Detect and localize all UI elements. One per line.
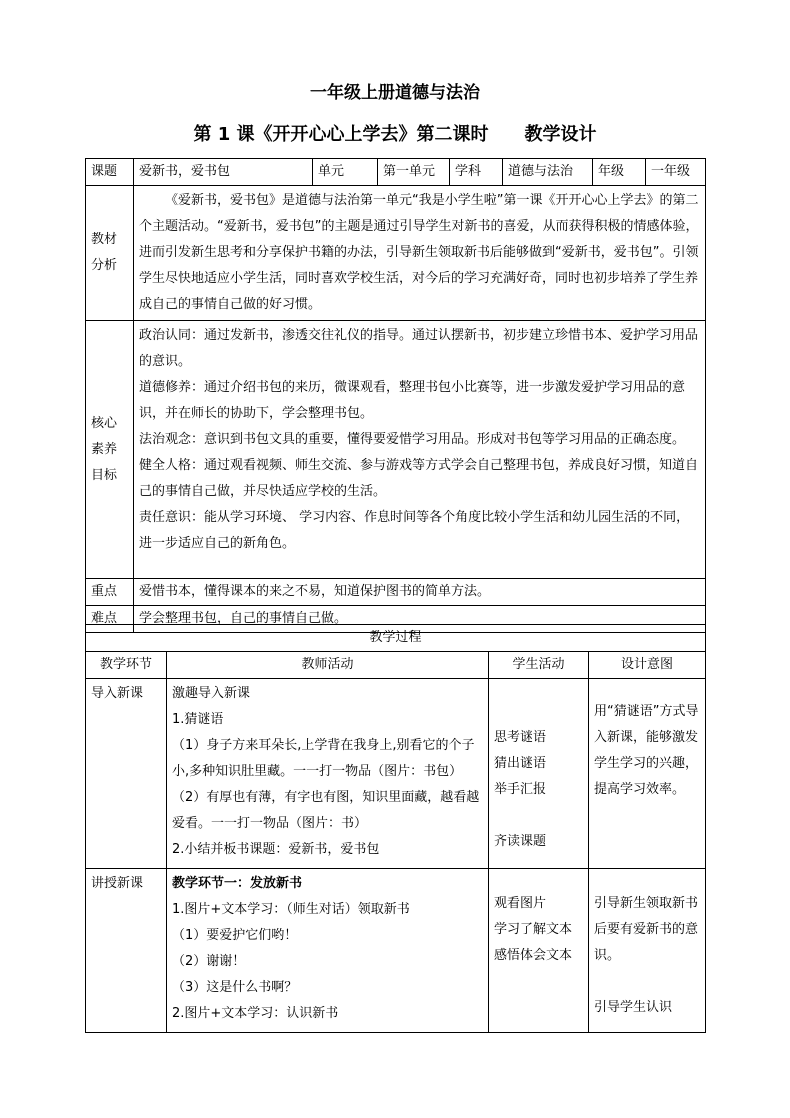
teacher-line: （1）身子方来耳朵长,上学背在我身上,别看它的个子小,多种知识肚里藏。一一打一物品（图片：书包）: [172, 738, 475, 779]
student-line: 猜出谜语: [494, 756, 547, 771]
stage-cell: [86, 679, 167, 869]
teacher-line: 2.小结并板书课题：爱新书，爱书包: [172, 842, 380, 857]
student-line: [494, 803, 583, 829]
teacher-line: 激趣导入新课: [172, 686, 251, 701]
analysis-paragraph: 《爱新书，爱书包》是道德与法治第一单元“我是小学生啦”第一课《开开心心上学去》的第二个主题活动。“爱新书，爱书包”的主题是通过引导学生对新书的喜爱，从而获得积极的情感体验，进而引发新生思考和分享保护书籍的办法，引导新生领取新书后能够做到“爱新书，爱书包”。引领学生尽快地适应小学生活，同时喜欢学校生活，对今后的学习充满好奇，同时也初步培养了学生养成自己的事情自己做的好习惯。: [139, 193, 699, 312]
subject-label: 学科: [450, 159, 503, 186]
unit-value: 第一单元: [378, 159, 450, 186]
literacy-text: [134, 321, 706, 579]
student-line: 学习了解文本: [494, 922, 573, 937]
student-line: 观看图片: [494, 896, 547, 911]
document-subtitle: 第 1 课《开开心心上学去》第二课时 教学设计: [193, 124, 597, 145]
teacher-line: （1）要爱护它们哟！: [172, 928, 298, 943]
document-title: 一年级上册道德与法治: [310, 83, 480, 103]
student-line: 感悟体会文本: [494, 948, 573, 963]
lesson-info-table: [85, 158, 706, 633]
intent-text: 引导新生领取新书后要有爱新书的意识。: [594, 896, 699, 963]
column-header: 学生活动: [489, 652, 589, 679]
intent-text: 用“猜谜语”方式导入新课，能够激发学生学习的兴趣，提高学习效率。: [594, 704, 699, 797]
literacy-item: 法治观念：意识到书包文具的重要，懂得要爱惜学习用品。形成对书包等学习用品的正确态度。: [139, 432, 686, 447]
analysis-text: [134, 186, 706, 321]
literacy-item: 健全人格：通过观看视频、师生交流、参与游戏等方式学会自己整理书包，养成良好习惯，知道自己的事情自己做，并尽快适应学校的生活。: [139, 458, 699, 499]
difficulty-label: 难点: [86, 606, 134, 633]
teacher-line: （3）这是什么书啊？: [172, 980, 298, 995]
literacy-item: 道德修养：通过介绍书包的来历，微课观看，整理书包小比赛等，进一步激发爱护学习用品的意识，并在师长的协助下，学会整理书包。: [139, 380, 686, 421]
teacher-activity-cell: [167, 679, 489, 869]
analysis-label: 教材分析: [86, 186, 134, 321]
difficulty-text: 学会整理书包，自己的事情自己做。: [134, 606, 706, 633]
student-activity-cell: [489, 869, 589, 1033]
unit-label: 单元: [313, 159, 378, 186]
subject-value: 道德与法治: [503, 159, 593, 186]
teacher-line: （2）有厚也有薄，有字也有图，知识里面藏，越看越爱看。一一打一物品（图片：书）: [172, 790, 480, 831]
intent-cell: [589, 869, 706, 1033]
column-header: 设计意图: [589, 652, 706, 679]
student-line: 齐读课题: [494, 834, 547, 849]
column-header: 教学环节: [86, 652, 167, 679]
literacy-item: 政治认同：通过发新书，渗透交往礼仪的指导。通过认摆新书，初步建立珍惜书本、爱护学习用品的意识。: [139, 328, 699, 369]
topic-label: 课题: [86, 159, 134, 186]
teacher-line: 教学环节一：发放新书: [172, 876, 303, 891]
stage-cell: [86, 869, 167, 1033]
teacher-activity-cell: [167, 869, 489, 1033]
student-line: 思考谜语: [494, 730, 547, 745]
teaching-process-table: [85, 624, 706, 1033]
intent-cell: [589, 679, 706, 869]
key-point-text: 爱惜书本，懂得课本的来之不易，知道保护图书的简单方法。: [134, 579, 706, 606]
teacher-line: 1.图片+文本学习：（师生对话）领取新书: [172, 902, 410, 917]
process-header: 教学过程: [86, 625, 706, 652]
stage-label: 导入新课: [91, 686, 144, 701]
column-header: 教师活动: [167, 652, 489, 679]
literacy-item: 责任意识：能从学习环境、 学习内容、作息时间等各个角度比较小学生活和幼儿园生活的不同，进一步适应自己的新角色。: [139, 510, 690, 551]
grade-label: 年级: [593, 159, 646, 186]
student-activity-cell: [489, 679, 589, 869]
teacher-line: 1.猜谜语: [172, 712, 224, 727]
stage-label: 讲授新课: [91, 876, 144, 891]
student-line: 举手汇报: [494, 782, 547, 797]
teacher-line: （2）谢谢！: [172, 954, 246, 969]
grade-value: 一年级: [646, 159, 706, 186]
intent-text: 引导学生认识: [594, 1000, 673, 1015]
teacher-line: 2.图片+文本学习：认识新书: [172, 1006, 339, 1021]
topic-value: 爱新书，爱书包: [134, 159, 313, 186]
literacy-label: 核心素养目标: [86, 321, 134, 579]
key-point-label: 重点: [86, 579, 134, 606]
